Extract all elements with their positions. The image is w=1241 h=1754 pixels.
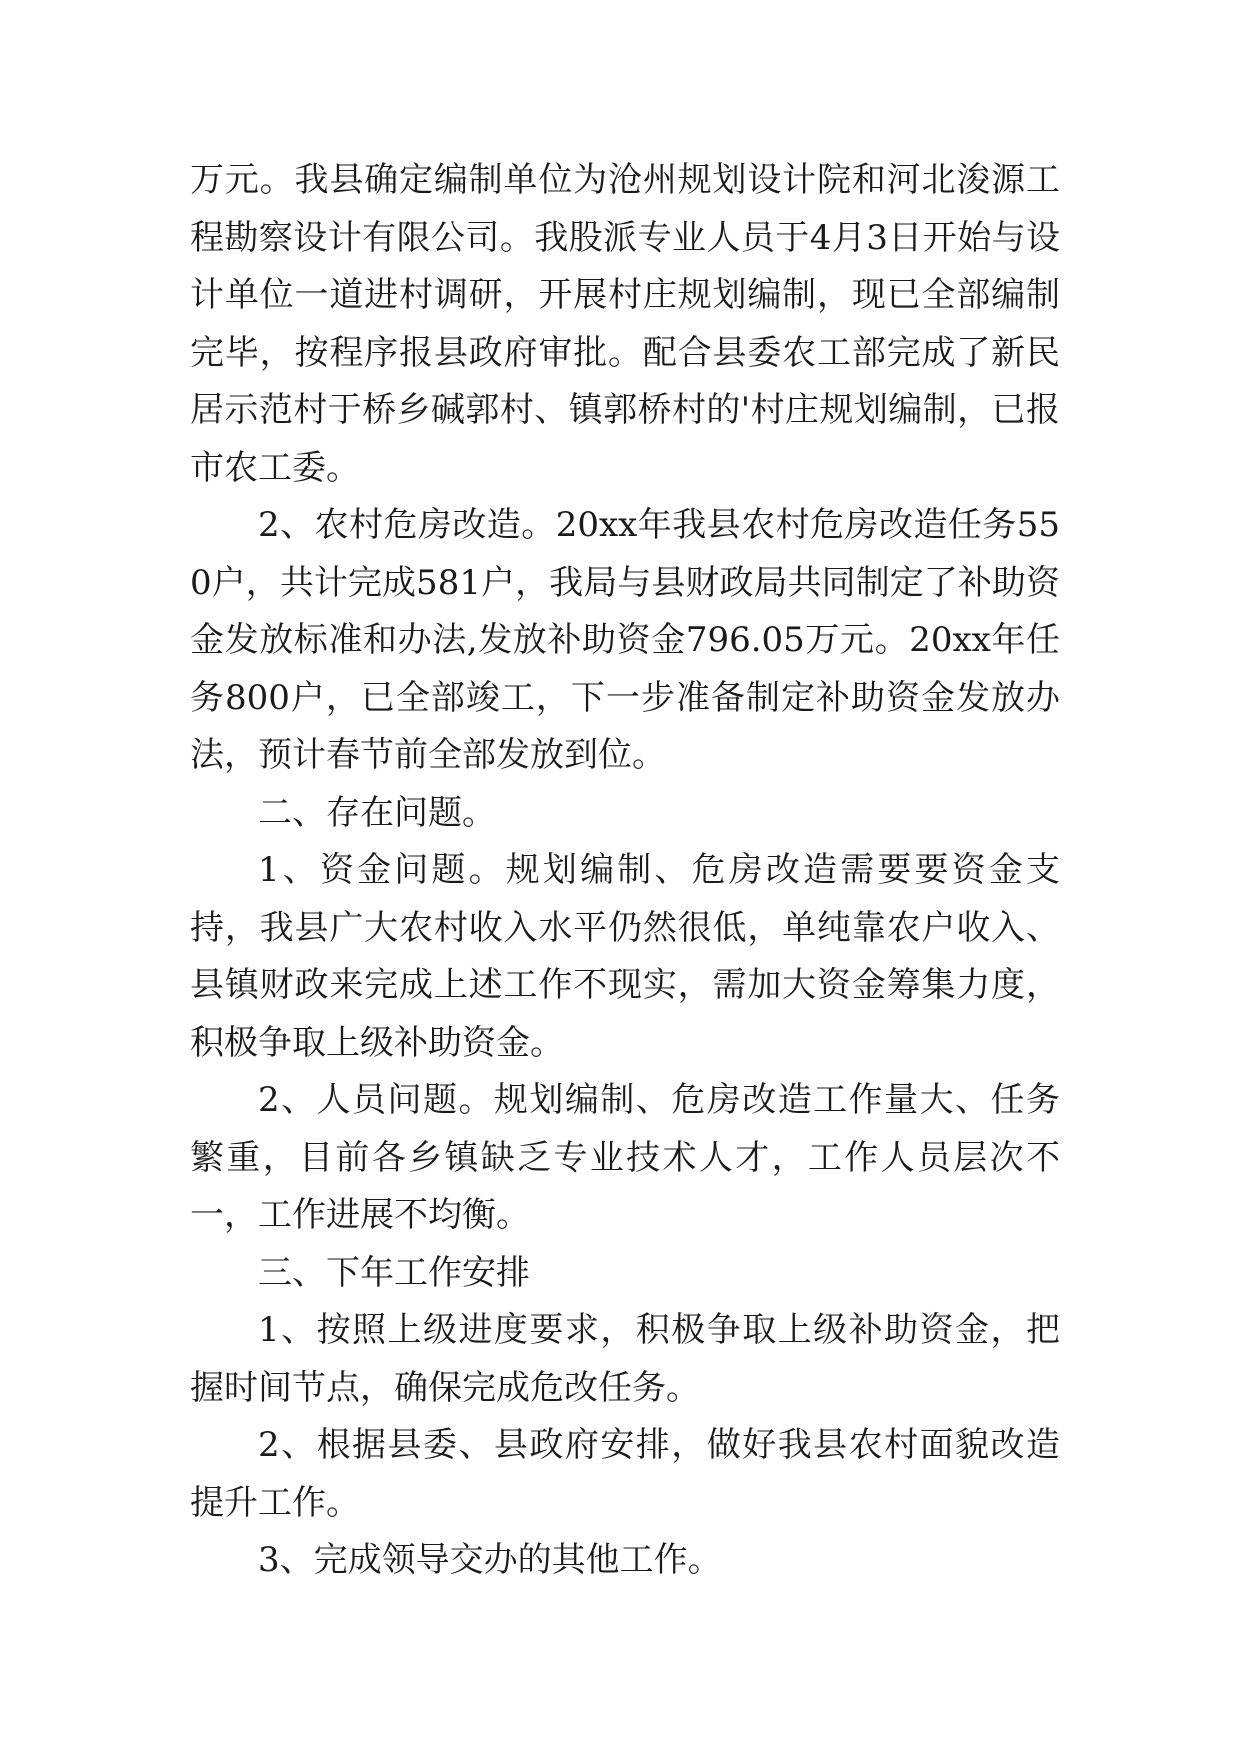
paragraph-plan-item-3: 3、完成领导交办的其他工作。 (258, 1540, 722, 1580)
section-heading-next-year-plan: 三、下年工作安排 (258, 1252, 530, 1293)
paragraph-continuation: 万元。我县确定编制单位为沧州规划设计院和河北浚源工程勘察设计有限公司。我股派专业人员于4月3日开始与设计单位一道进村调研，开展村庄规划编制，现已全部编制完毕，按程序报县政府审批。配合县委农工部完成了新民居示范村于桥乡碱郭村、镇郭桥村的'村庄规划编制，已报市农工委。 (190, 160, 1060, 488)
paragraph-plan-item-1: 1、按照上级进度要求，积极争取上级补助资金，把握时间节点，确保完成危改任务。 (190, 1310, 1060, 1408)
paragraph-funding-problem: 1、资金问题。规划编制、危房改造需要要资金支持，我县广大农村收入水平仍然很低，单纯靠农户收入、县镇财政来完成上述工作不现实，需加大资金筹集力度，积极争取上级补助资金。 (190, 850, 1060, 1063)
paragraph-personnel-problem: 2、人员问题。规划编制、危房改造工作量大、任务繁重，目前各乡镇缺乏专业技术人才，工作人员层次不一，工作进展不均衡。 (190, 1080, 1060, 1235)
paragraph-plan-item-2: 2、根据县委、县政府安排，做好我县农村面貌改造提升工作。 (190, 1425, 1060, 1523)
paragraph-rural-housing-renovation: 2、农村危房改造。20xx年我县农村危房改造任务550户，共计完成581户，我局与县财政局共同制定了补助资金发放标准和办法,发放补助资金796.05万元。20xx年任务800户，已全部竣工，下一步准备制定补助资金发放办法，预计春节前全部发放到位。 (190, 505, 1060, 775)
document-body (190, 152, 1060, 1590)
section-heading-existing-problems: 二、存在问题。 (258, 792, 496, 833)
